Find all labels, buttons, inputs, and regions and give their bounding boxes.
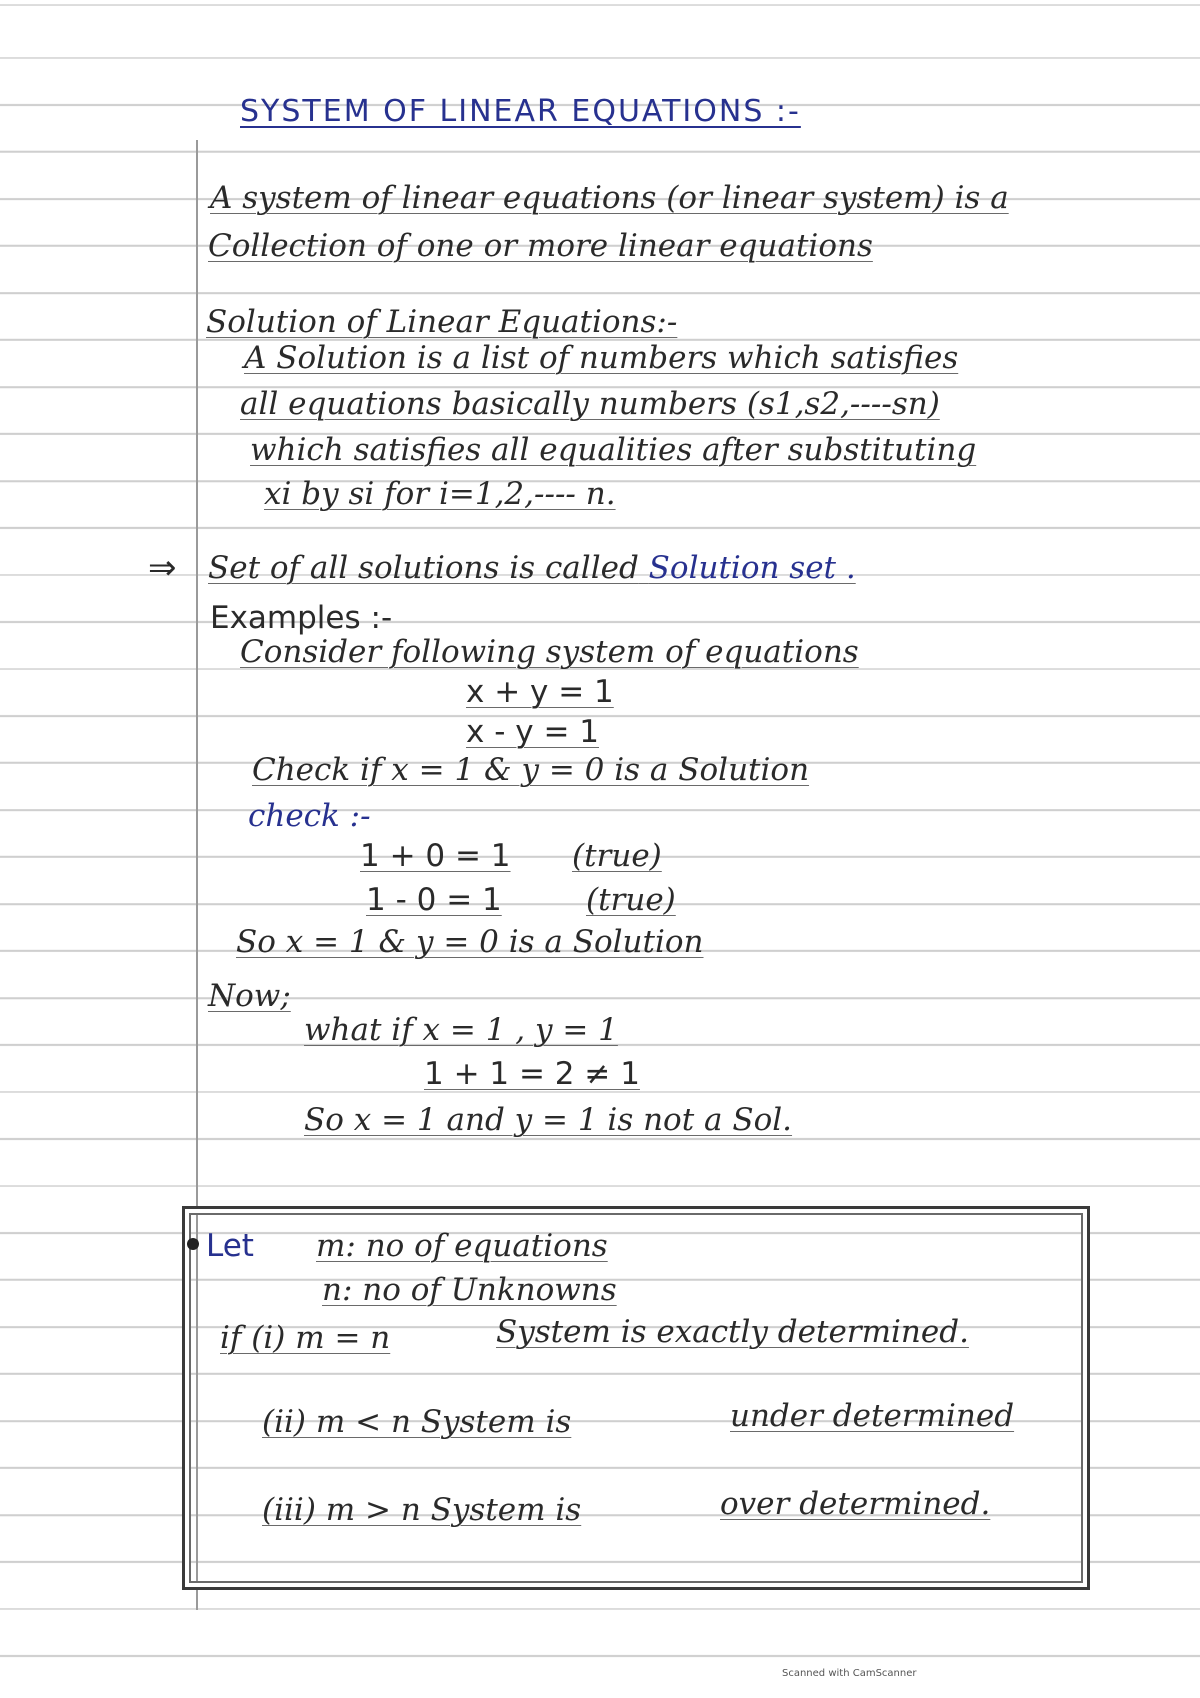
implies-arrow-icon: ⇒	[148, 548, 177, 588]
solution-set-prefix: Set of all solutions is called	[208, 550, 639, 586]
case-2-result: under determined	[730, 1398, 1015, 1434]
solution-heading: Solution of Linear Equations:-	[206, 304, 678, 340]
now-label: Now;	[208, 978, 291, 1014]
case-3-condition: (iii) m > n System is	[262, 1492, 582, 1528]
check-result-1: (true)	[572, 838, 662, 874]
scanner-watermark: Scanned with CamScanner	[782, 1668, 917, 1679]
check-calc-1: 1 + 0 = 1	[360, 838, 511, 874]
not-solution-line: So x = 1 and y = 1 is not a Sol.	[304, 1102, 793, 1138]
page-title: SYSTEM OF LINEAR EQUATIONS :-	[240, 94, 801, 129]
solution-set-sentence	[208, 548, 856, 588]
solution-set-term: Solution set .	[648, 550, 856, 586]
let-label: Let	[206, 1228, 254, 1264]
bullet-icon	[187, 1238, 199, 1250]
n-definition: n: no of Unknowns	[322, 1272, 617, 1308]
check-label: check :-	[248, 798, 371, 834]
case-2-condition: (ii) m < n System is	[262, 1404, 572, 1440]
solution-line-3: which satisfies all equalities after substituting	[250, 432, 977, 468]
solution-line-4: xi by si for i=1,2,---- n.	[264, 476, 616, 512]
case-1-condition: if (i) m = n	[220, 1320, 391, 1356]
case-1-result: System is exactly determined.	[496, 1314, 969, 1350]
example-conclusion: So x = 1 & y = 0 is a Solution	[236, 924, 704, 960]
what-if-calc: 1 + 1 = 2 ≠ 1	[424, 1056, 640, 1092]
check-result-2: (true)	[586, 882, 676, 918]
examples-intro: Consider following system of equations	[240, 634, 859, 670]
check-calc-2: 1 - 0 = 1	[366, 882, 502, 918]
equation-1: x + y = 1	[466, 674, 614, 710]
equation-2: x - y = 1	[466, 714, 599, 750]
definition-line-1: A system of linear equations (or linear system) is a	[210, 180, 1009, 216]
examples-heading: Examples :-	[210, 600, 393, 636]
solution-line-1: A Solution is a list of numbers which satisfies	[244, 340, 959, 376]
what-if-line: what if x = 1 , y = 1	[304, 1012, 618, 1048]
case-3-result: over determined.	[720, 1486, 991, 1522]
solution-line-2: all equations basically numbers (s1,s2,----sn)	[240, 386, 940, 422]
m-definition: m: no of equations	[316, 1228, 608, 1264]
definition-line-2: Collection of one or more linear equations	[208, 228, 873, 264]
check-question: Check if x = 1 & y = 0 is a Solution	[252, 752, 810, 788]
